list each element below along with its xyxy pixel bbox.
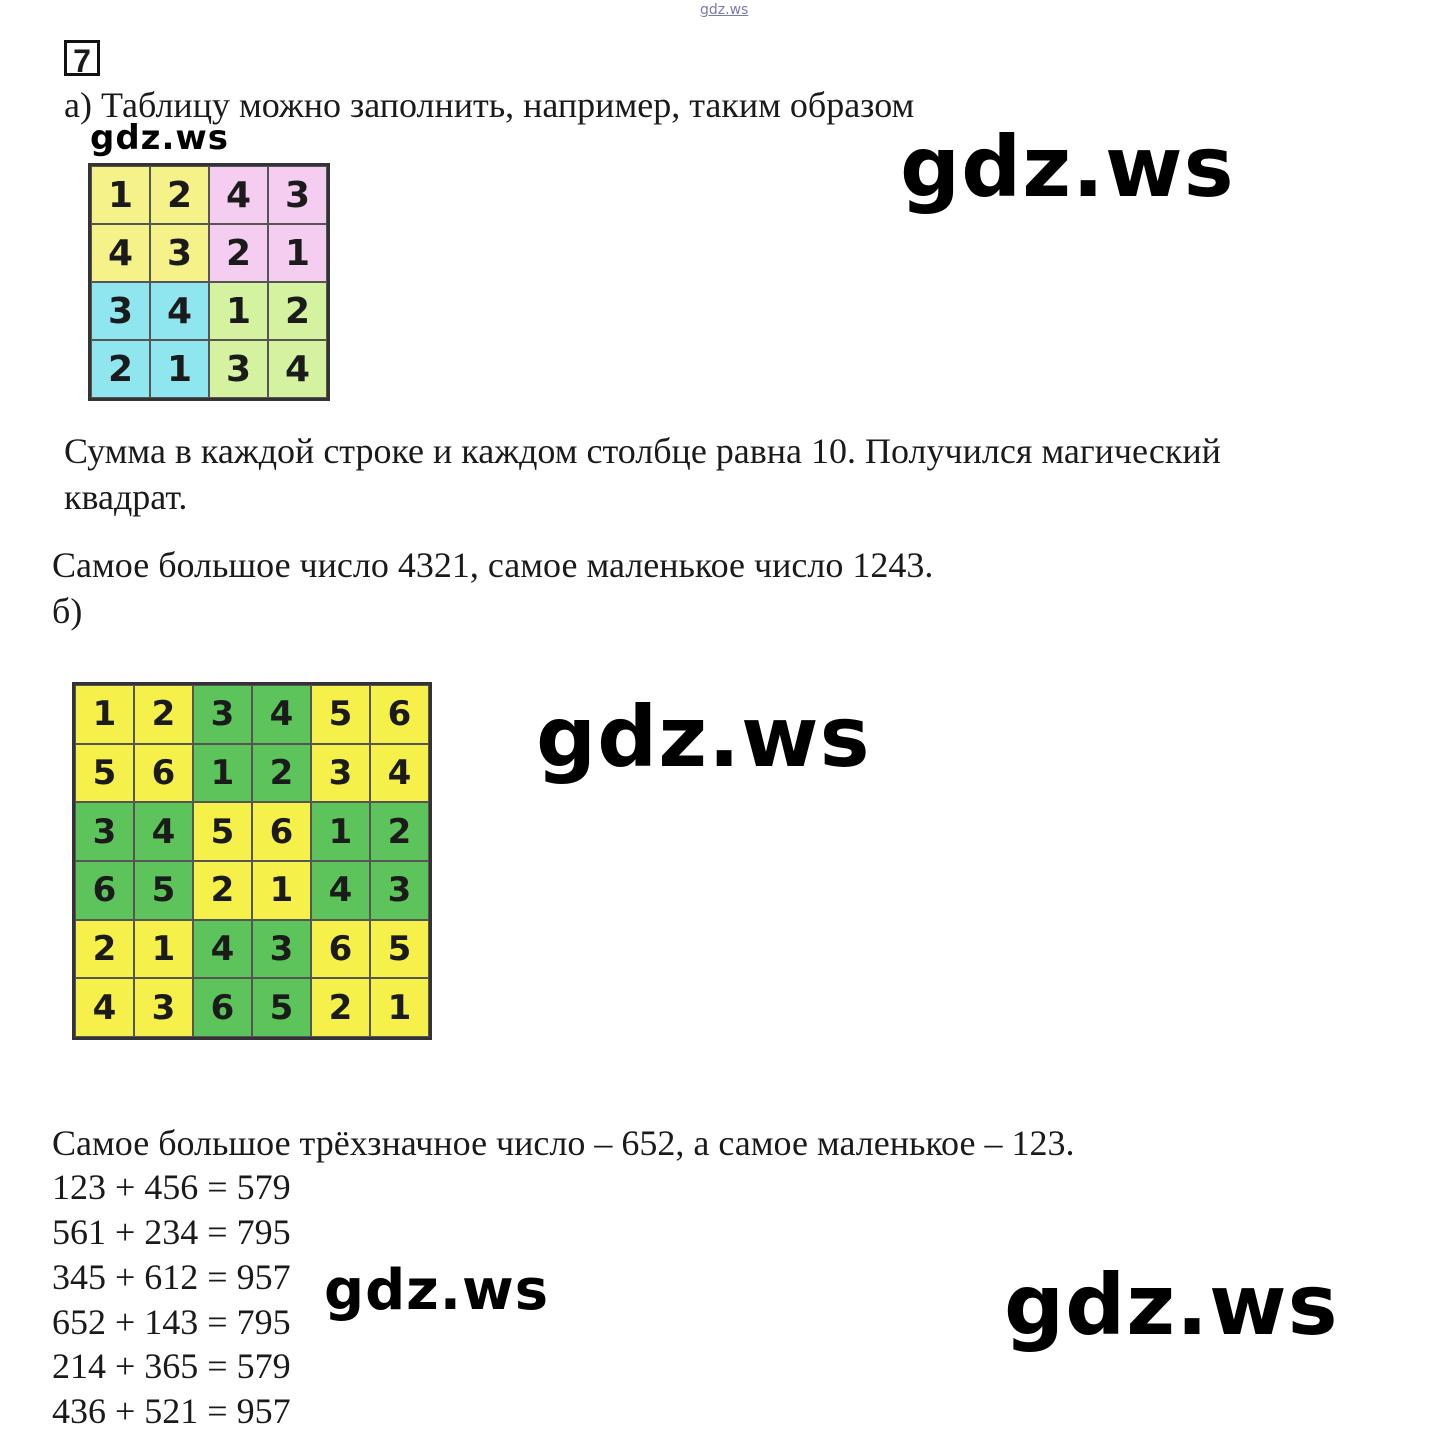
grid-cell: 2	[209, 224, 268, 282]
grid-cell: 4	[150, 282, 209, 340]
grid-cell: 5	[193, 802, 252, 861]
grid-cell: 2	[134, 685, 193, 744]
grid-cell: 1	[311, 802, 370, 861]
watermark-small-bottom: gdz.ws	[324, 1258, 550, 1323]
grid-cell: 4	[370, 744, 429, 803]
grid-cell: 4	[91, 224, 150, 282]
grid-cell: 3	[311, 744, 370, 803]
latin-square-6x6	[72, 682, 432, 1040]
grid-cell: 2	[370, 802, 429, 861]
numbers-text-a: Самое большое число 4321, самое маленькое число 1243.	[52, 545, 934, 585]
grid-cell: 6	[370, 685, 429, 744]
grid-cell: 1	[134, 920, 193, 979]
grid-cell: 3	[193, 685, 252, 744]
grid-cell: 5	[75, 744, 134, 803]
numbers-text-b: Самое большое трёхзначное число – 652, а самое маленькое – 123.	[52, 1123, 1075, 1163]
grid-cell: 3	[91, 282, 150, 340]
part-a-intro: а) Таблицу можно заполнить, например, таким образом	[64, 85, 915, 125]
grid-cell: 2	[150, 166, 209, 224]
grid-cell: 1	[75, 685, 134, 744]
equation: 652 + 143 = 795	[52, 1302, 291, 1342]
grid-cell: 3	[75, 802, 134, 861]
grid-cell: 2	[75, 920, 134, 979]
watermark-small: gdz.ws	[90, 118, 230, 158]
grid-cell: 4	[134, 802, 193, 861]
grid-cell: 3	[252, 920, 311, 979]
equation: 214 + 365 = 579	[52, 1346, 291, 1386]
grid-cell: 4	[311, 861, 370, 920]
grid-cell: 1	[268, 224, 327, 282]
grid-cell: 2	[311, 978, 370, 1037]
equation: 345 + 612 = 957	[52, 1257, 291, 1297]
grid-cell: 1	[91, 166, 150, 224]
grid-cell: 1	[150, 340, 209, 398]
equation: 123 + 456 = 579	[52, 1167, 291, 1207]
grid-cell: 4	[193, 920, 252, 979]
watermark-large-middle: gdz.ws	[536, 688, 871, 786]
grid-cell: 3	[370, 861, 429, 920]
grid-cell: 1	[209, 282, 268, 340]
grid-cell: 3	[268, 166, 327, 224]
grid-cell: 5	[134, 861, 193, 920]
grid-cell: 2	[91, 340, 150, 398]
grid-cell: 4	[252, 685, 311, 744]
equation: 561 + 234 = 795	[52, 1212, 291, 1252]
grid-cell: 6	[75, 861, 134, 920]
equation: 436 + 521 = 957	[52, 1391, 291, 1431]
grid-cell: 6	[311, 920, 370, 979]
grid-cell: 4	[209, 166, 268, 224]
grid-cell: 1	[370, 978, 429, 1037]
latin-square-4x4	[88, 163, 330, 401]
watermark-large-top: gdz.ws	[900, 118, 1235, 216]
top-watermark: gdz.ws	[700, 2, 749, 18]
grid-cell: 3	[134, 978, 193, 1037]
grid-cell: 4	[268, 340, 327, 398]
grid-cell: 1	[193, 744, 252, 803]
task-number-box: 7	[64, 40, 100, 76]
sum-text-line1: Сумма в каждой строке и каждом столбце равна 10. Получился магический	[64, 431, 1221, 471]
grid-cell: 2	[268, 282, 327, 340]
grid-cell: 6	[193, 978, 252, 1037]
grid-cell: 3	[150, 224, 209, 282]
grid-cell: 2	[193, 861, 252, 920]
grid-cell: 1	[252, 861, 311, 920]
grid-cell: 6	[252, 802, 311, 861]
grid-cell: 3	[209, 340, 268, 398]
grid-cell: 5	[311, 685, 370, 744]
part-b-label: б)	[52, 591, 83, 631]
grid-cell: 4	[75, 978, 134, 1037]
grid-cell: 5	[370, 920, 429, 979]
watermark-large-bottom: gdz.ws	[1004, 1256, 1339, 1354]
grid-cell: 6	[134, 744, 193, 803]
grid-cell: 2	[252, 744, 311, 803]
grid-cell: 5	[252, 978, 311, 1037]
sum-text-line2: квадрат.	[64, 477, 188, 517]
